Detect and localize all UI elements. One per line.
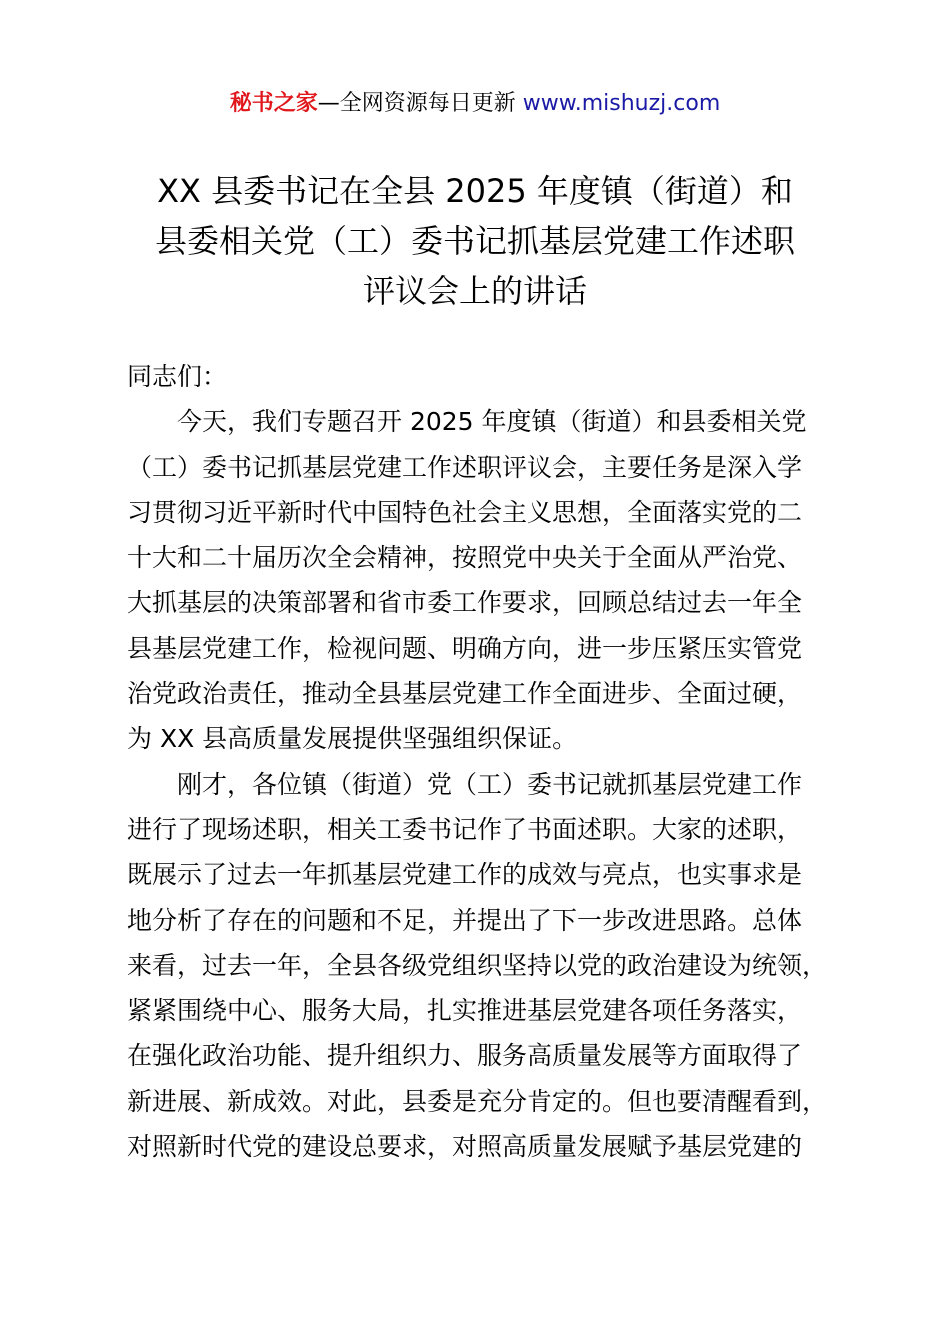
paragraph [127,399,857,761]
paragraph-line: 刚才，各位镇（街道）党（工）委书记就抓基层党建工作 [177,769,803,799]
site-header [0,88,950,120]
paragraph [127,762,857,1170]
header-tagline: —全网资源每日更新 [317,91,523,116]
paragraph-line: 新进展、新成效。对此，县委是充分肯定的。但也要清醒看到， [127,1086,828,1116]
title-line: 县委相关党（工）委书记抓基层党建工作述职 [154,222,795,260]
paragraph-line: 大抓基层的决策部署和省市委工作要求，回顾总结过去一年全 [127,588,803,618]
title-line: 评议会上的讲话 [362,272,587,310]
paragraph-line: 地分析了存在的问题和不足，并提出了下一步改进思路。总体 [127,905,803,935]
paragraph-line: （工）委书记抓基层党建工作述职评议会，主要任务是深入学 [127,452,803,482]
title-line: XX 县委书记在全县 2025 年度镇（街道）和 [157,172,793,210]
paragraph-line: 县基层党建工作，检视问题、明确方向，进一步压紧压实管党 [127,633,803,663]
paragraph-line: 今天，我们专题召开 2025 年度镇（街道）和县委相关党 [177,407,807,437]
paragraph-line: 十大和二十届历次全会精神，按照党中央关于全面从严治党、 [127,543,803,573]
paragraph-line: 习贯彻习近平新时代中国特色社会主义思想，全面落实党的二 [127,497,803,527]
paragraph-line: 进行了现场述职，相关工委书记作了书面述职。大家的述职， [127,814,803,844]
paragraph-line: 紧紧围绕中心、服务大局，扎实推进基层党建各项任务落实， [127,996,803,1026]
paragraph-line: 治党政治责任，推动全县基层党建工作全面进步、全面过硬， [127,679,803,709]
site-url-link[interactable]: www.mishuzj.com [522,91,721,116]
paragraph-line: 对照新时代党的建设总要求，对照高质量发展赋予基层党建的 [127,1132,803,1162]
paragraph-line: 在强化政治功能、提升组织力、服务高质量发展等方面取得了 [127,1041,803,1071]
brand-name: 秘书之家 [229,91,318,116]
document-title [100,166,850,316]
salutation: 同志们： [127,362,228,391]
paragraph-line: 来看，过去一年，全县各级党组织坚持以党的政治建设为统领， [127,950,828,980]
paragraph-line: 为 XX 县高质量发展提供坚强组织保证。 [127,724,578,754]
document-body [127,354,857,1169]
paragraph-line: 既展示了过去一年抓基层党建工作的成效与亮点，也实事求是 [127,860,803,890]
